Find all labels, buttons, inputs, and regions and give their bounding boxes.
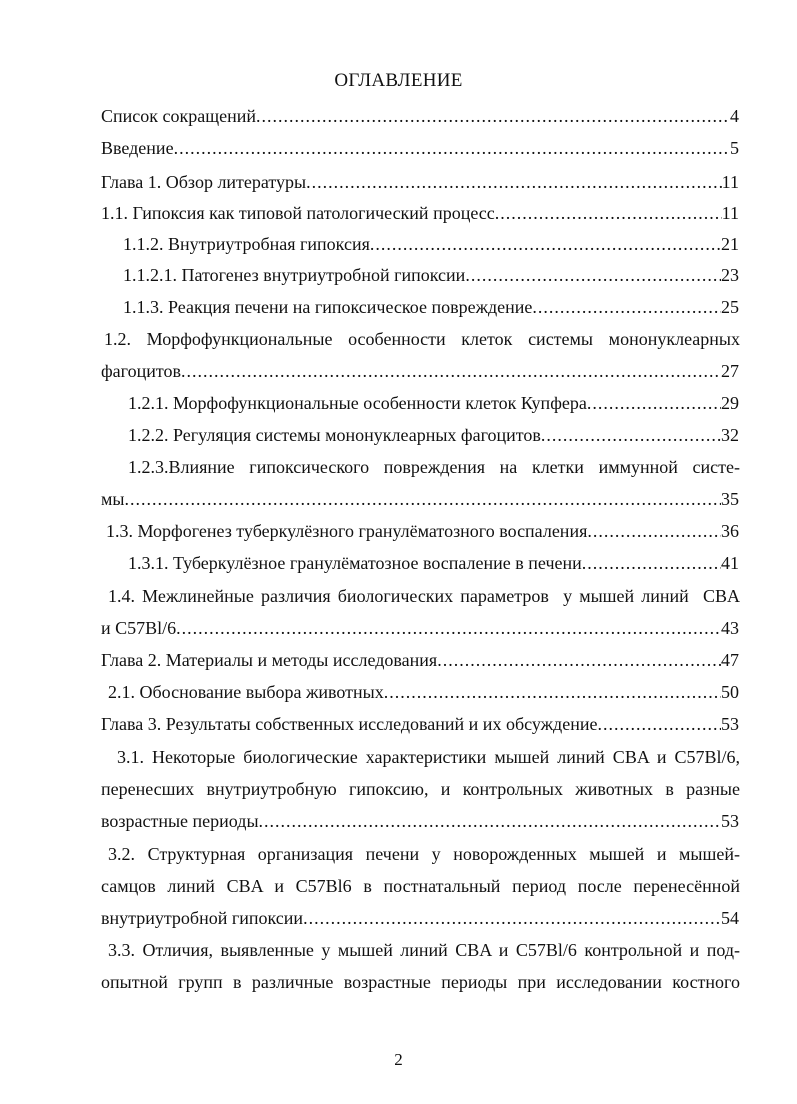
toc-entry: [123, 232, 739, 256]
toc-entry: [101, 809, 739, 833]
toc-entry-line: 3.1. Некоторые биологические характеристики мышей линий CBA и C57Bl/6,: [117, 747, 740, 767]
toc-leader-dots: [532, 295, 721, 319]
toc-leader-dots: [437, 648, 721, 672]
toc-entry-page: 25: [721, 297, 739, 317]
toc-entry: [123, 263, 739, 287]
toc-entry-title: 1.1.2.1. Патогенез внутриутробной гипоксии: [123, 265, 466, 285]
toc-leader-dots: [384, 680, 721, 704]
toc-entry-page: 50: [721, 682, 739, 702]
toc-entry-title: 1.3. Морфогенез туберкулёзного гранулёматозного воспаления: [106, 521, 588, 541]
toc-entry-title: 2.1. Обоснование выбора животных: [108, 682, 384, 702]
toc-entry: [123, 295, 739, 319]
toc-entry-title: Глава 2. Материалы и методы исследования: [101, 650, 438, 670]
toc-entry-title: внутриутробной гипоксии: [101, 908, 304, 928]
toc-leader-dots: [465, 263, 721, 287]
toc-entry: [101, 136, 739, 160]
toc-leader-dots: [582, 551, 721, 575]
toc-entry-page: 53: [721, 811, 739, 831]
toc-entry-line: 1.2.3.Влияние гипоксического повреждения на клетки иммунной систе-: [128, 457, 740, 477]
toc-entry-title: Список сокращений: [101, 106, 256, 126]
toc-entry-page: 5: [730, 138, 739, 158]
toc-entry-title: 1.3.1. Туберкулёзное гранулёматозное воспаление в печени: [128, 553, 582, 573]
toc-entry: [106, 519, 739, 543]
toc-entry-line: 1.4. Межлинейные различия биологических параметров у мышей линий CBA: [108, 586, 740, 606]
toc-entry-line: опытной групп в различные возрастные периоды при исследовании костного: [101, 972, 740, 992]
toc-entry-page: 27: [721, 361, 739, 381]
toc-entry-line: перенесших внутриутробную гипоксию, и контрольных животных в разные: [101, 779, 740, 799]
toc-leader-dots: [256, 104, 730, 128]
toc-entry-page: 11: [721, 203, 739, 223]
toc-leader-dots: [541, 423, 721, 447]
toc-leader-dots: [174, 136, 730, 160]
toc-leader-dots: [259, 809, 721, 833]
toc-entry: [101, 104, 739, 128]
toc-entry: [101, 906, 739, 930]
toc-entry: [101, 359, 739, 383]
toc-entry-title: возрастные периоды: [101, 811, 259, 831]
toc-entry: [128, 551, 739, 575]
toc-leader-dots: [303, 906, 721, 930]
toc-leader-dots: [495, 201, 722, 225]
toc-leader-dots: [587, 391, 721, 415]
toc-entry-page: 53: [721, 714, 739, 734]
toc-entry-page: 54: [721, 908, 739, 928]
toc-leader-dots: [176, 616, 721, 640]
toc-entry-title: фагоцитов: [101, 361, 181, 381]
toc-entry-line: 3.3. Отличия, выявленные у мышей линий CBA и C57Bl/6 контрольной и под-: [108, 940, 740, 960]
toc-entry: [101, 712, 739, 736]
toc-entry-title: 1.1.3. Реакция печени на гипоксическое повреждение: [123, 297, 533, 317]
toc-entry-page: 47: [721, 650, 739, 670]
toc-entry-page: 36: [721, 521, 739, 541]
toc-entry-title: и C57Bl/6: [101, 618, 177, 638]
toc-entry: [128, 423, 739, 447]
toc-leader-dots: [597, 712, 721, 736]
toc-entry: [101, 170, 739, 194]
toc-entry-title: Глава 3. Результаты собственных исследований и их обсуждение: [101, 714, 598, 734]
toc-leader-dots: [587, 519, 721, 543]
toc-entry-page: 23: [721, 265, 739, 285]
toc-leader-dots: [306, 170, 722, 194]
toc-entry-title: 1.1. Гипоксия как типовой патологический процесс: [101, 203, 495, 223]
toc-entry-title: 1.2.1. Морфофункциональные особенности клеток Купфера: [128, 393, 587, 413]
toc-entry-line: 3.2. Структурная организация печени у новорожденных мышей и мышей-: [108, 844, 740, 864]
toc-leader-dots: [370, 232, 721, 256]
toc-entry: [101, 616, 739, 640]
toc-entry-line: самцов линий CBA и C57Bl6 в постнатальный период после перенесённой: [101, 876, 740, 896]
toc-entry-title: 1.2.2. Регуляция системы мононуклеарных фагоцитов: [128, 425, 541, 445]
toc-entry-page: 4: [730, 106, 739, 126]
toc-leader-dots: [124, 487, 721, 511]
toc-entry-title: Введение: [101, 138, 174, 158]
toc-entry: [101, 487, 739, 511]
page-title: ОГЛАВЛЕНИЕ: [334, 70, 463, 91]
page-number: 2: [394, 1050, 403, 1069]
toc-entry-page: 21: [721, 234, 739, 254]
toc-entry-page: 41: [721, 553, 739, 573]
toc-entry-page: 43: [721, 618, 739, 638]
toc-entry: [108, 680, 739, 704]
toc-entry-page: 35: [721, 489, 739, 509]
toc-entry: [101, 201, 739, 225]
toc-entry-page: 29: [721, 393, 739, 413]
toc-entry-line: 1.2. Морфофункциональные особенности клеток системы мононуклеарных: [104, 329, 740, 349]
toc-entry-page: 11: [721, 172, 739, 192]
toc-leader-dots: [181, 359, 721, 383]
toc-entry-title: мы: [101, 489, 125, 509]
toc-entry: [128, 391, 739, 415]
toc-entry-title: 1.1.2. Внутриутробная гипоксия: [123, 234, 370, 254]
toc-entry-title: Глава 1. Обзор литературы: [101, 172, 307, 192]
toc-entry-page: 32: [721, 425, 739, 445]
toc-entry: [101, 648, 739, 672]
